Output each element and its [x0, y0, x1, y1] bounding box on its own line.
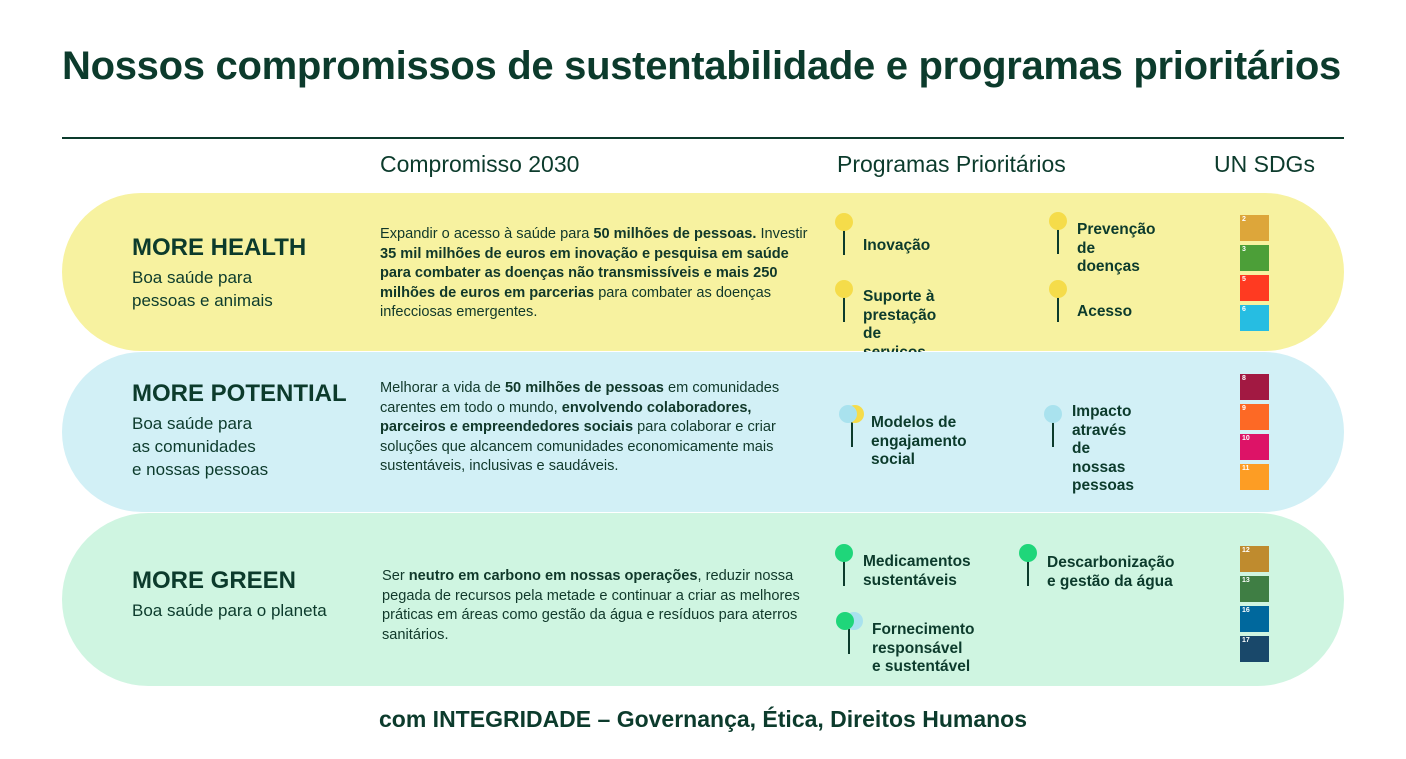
commitment-text: Ser neutro em carbono em nossas operações, reduzir nossa pegada de recursos pela metade e continuar a criar as melhores práticas em áreas como gestão da água e resíduos para aterros sanitários. — [382, 568, 800, 643]
sdg-16-icon: 16 — [1240, 606, 1269, 632]
sdg-6-icon: 6 — [1240, 305, 1269, 331]
commitment-text: Melhorar a vida de 50 milhões de pessoas em comunidades carentes em todo o mundo, envolvendo colaboradores, parceiros e empreendedores sociais para colaborar e criar soluções que alcancem comunidades economicamente mais sustentáveis, inclusivas e saudáveis. — [380, 380, 780, 475]
yellow-dot-icon — [835, 213, 853, 231]
program-label: Impacto através de nossas pessoas — [1072, 403, 1135, 494]
yellow-dot-icon — [1049, 280, 1067, 298]
sdg-11-icon: 11 — [1240, 464, 1269, 490]
pillar-subtitle: Boa saúde para as comunidades e nossas pessoas — [132, 414, 269, 479]
program-label: Inovação — [863, 237, 931, 254]
pillar-name: MORE GREEN — [132, 567, 297, 594]
blue-dot-icon — [839, 405, 857, 423]
footer-integrity: com INTEGRIDADE – Governança, Ética, Direitos Humanos — [379, 706, 1027, 732]
blue-dot-icon — [1044, 405, 1062, 423]
commitment-text: Expandir o acesso à saúde para 50 milhões de pessoas. Investir 35 mil milhões de euros em inovação e pesquisa em saúde para combater as doenças não transmissíveis e mais 250 milhões de euros em parcerias para combater as doenças infecciosas emergentes. — [380, 226, 808, 321]
column-header-programs: Programas Prioritários — [837, 151, 1066, 177]
pillar-more-potential — [132, 380, 347, 481]
program-label: Prevenção de doenças — [1077, 221, 1156, 275]
pillar-name: MORE POTENTIAL — [132, 380, 347, 407]
yellow-dot-icon — [1049, 212, 1067, 230]
header-divider — [62, 137, 1344, 139]
program-label: Suporte à prestação de — [863, 288, 937, 342]
program-label: Medicamentos sustentáveis — [863, 553, 971, 589]
sdg-13-icon: 13 — [1240, 576, 1269, 602]
program-label: Acesso — [1077, 303, 1133, 320]
sdg-2-icon: 2 — [1240, 215, 1269, 241]
yellow-dot-icon — [835, 280, 853, 298]
sdg-3-icon: 3 — [1240, 245, 1269, 271]
program-label: Descarbonização e gestão da água — [1047, 554, 1175, 590]
program-label: Modelos de engajamento social — [871, 414, 967, 468]
column-header-commitment: Compromisso 2030 — [380, 151, 580, 177]
green-dot-icon — [836, 612, 854, 630]
sdg-5-icon: 5 — [1240, 275, 1269, 301]
pillar-subtitle: Boa saúde para pessoas e animais — [132, 268, 273, 310]
column-header-sdgs: UN SDGs — [1214, 151, 1315, 177]
program-label: Fornecimento responsável e sustentável — [872, 621, 975, 675]
pillar-more-health — [132, 234, 306, 312]
page-title: Nossos compromissos de sustentabilidade e programas prioritários — [62, 44, 1341, 88]
sdg-10-icon: 10 — [1240, 434, 1269, 460]
pillar-name: MORE HEALTH — [132, 234, 307, 261]
sdg-17-icon: 17 — [1240, 636, 1269, 662]
green-dot-icon — [1019, 544, 1037, 562]
pillar-more-green — [132, 567, 327, 622]
pillar-subtitle: Boa saúde para o planeta — [132, 601, 327, 620]
sdg-9-icon: 9 — [1240, 404, 1269, 430]
sdg-12-icon: 12 — [1240, 546, 1269, 572]
green-dot-icon — [835, 544, 853, 562]
sdg-8-icon: 8 — [1240, 374, 1269, 400]
